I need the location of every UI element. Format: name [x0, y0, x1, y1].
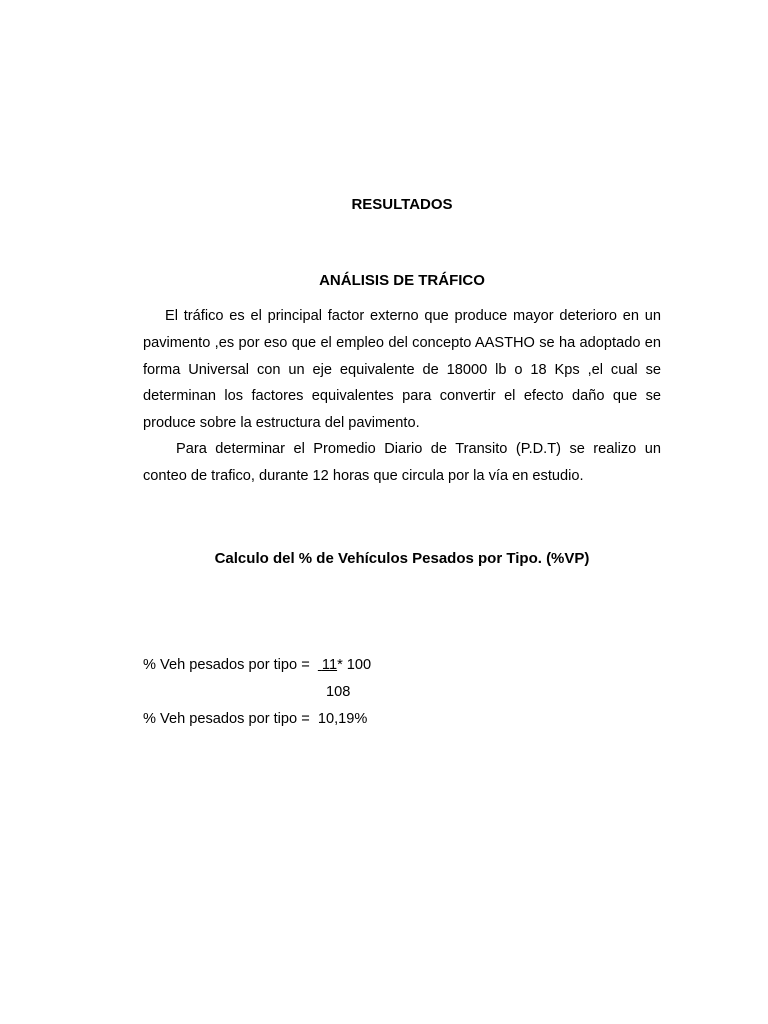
formula-numerator-suffix: * 100 [337, 657, 372, 673]
section-title-analisis-trafico: ANÁLISIS DE TRÁFICO [319, 272, 485, 289]
section-title-resultados: RESULTADOS [351, 196, 453, 213]
section-title-calculo-vp: Calculo del % de Vehículos Pesados por Tipo. (%VP) [214, 550, 590, 567]
paragraph-trafico-intro: El tráfico es el principal factor externo que produce mayor deterioro en un pavimento ,es por eso que el empleo del concepto AASTHO se ha adoptado en forma Universal con un eje equivalente de 18000 lb o 18 Kps ,el cual se determinan los factores equivalentes para convertir el efecto daño que se produce sobre la estructura del pavimento. [143, 308, 661, 432]
formula-denominator: 108 [326, 684, 351, 700]
formula-numerator: 11 [321, 657, 338, 673]
formula-label: % Veh pesados por tipo = [143, 657, 318, 673]
paragraph-pdt: Para determinar el Promedio Diario de Transito (P.D.T) se realizo un conteo de trafico, durante 12 horas que circula por la vía en estudio. [143, 441, 661, 484]
formula-result: % Veh pesados por tipo = 10,19% [143, 711, 368, 727]
formula-line-1 [143, 656, 371, 674]
